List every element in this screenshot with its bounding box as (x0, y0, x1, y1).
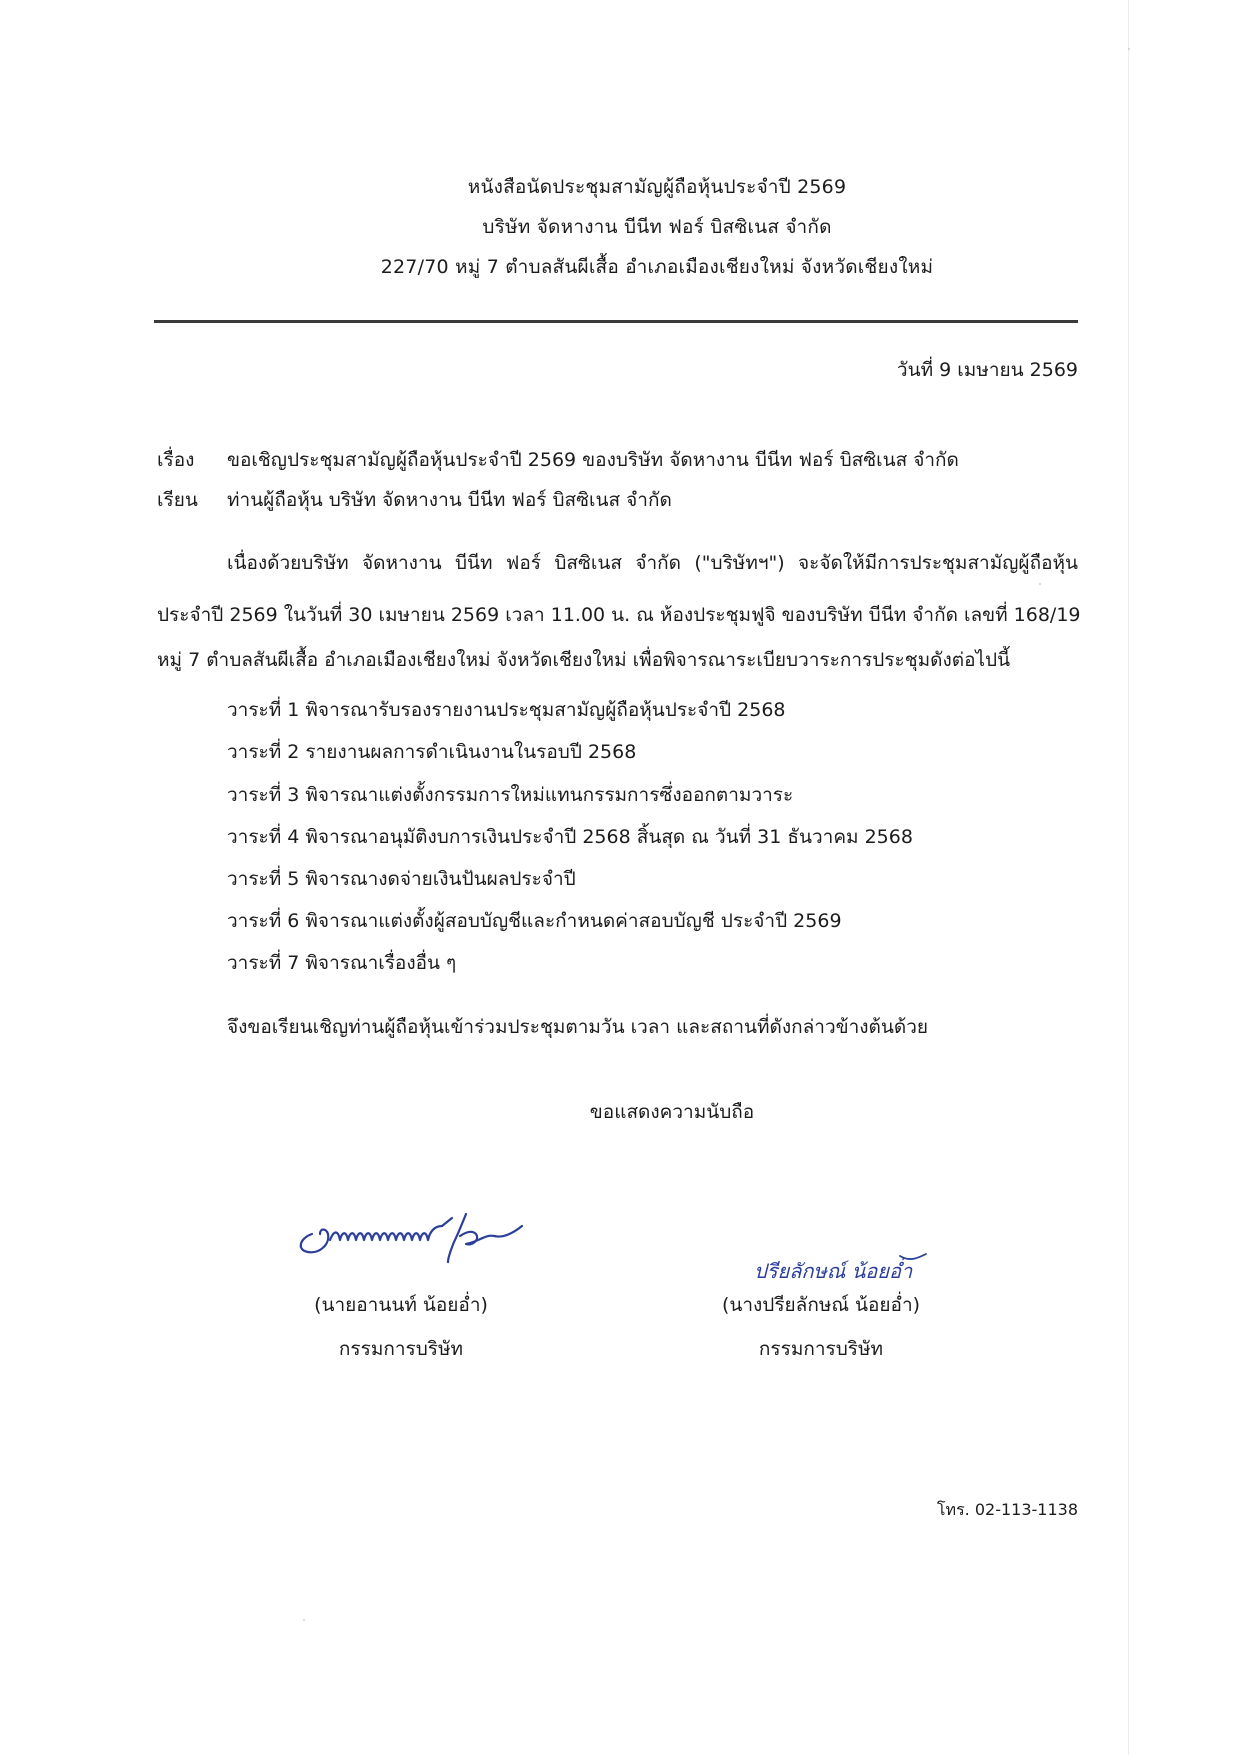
signatory-position: กรรมการบริษัท (758, 1338, 884, 1360)
company-name (0, 212, 1242, 242)
subject-text: ขอเชิญประชุมสามัญผู้ถือหุ้นประจำปี 2569 ของบริษัท จัดหางาน บีนีท ฟอร์ บิสซิเนส จำกัด (227, 449, 959, 471)
agenda-text: พิจารณารับรองรายงานประชุมสามัญผู้ถือหุ้นประจำปี 2568 (305, 699, 786, 721)
agenda-text: รายงานผลการดำเนินงานในรอบปี 2568 (305, 741, 637, 763)
agenda-item (227, 780, 793, 810)
recipient-text: ท่านผู้ถือหุ้น บริษัท จัดหางาน บีนีท ฟอร์ บิสซิเนส จำกัด (227, 489, 672, 511)
agenda-text: พิจารณาแต่งตั้งผู้สอบบัญชีและกำหนดค่าสอบบัญชี ประจำปี 2569 (305, 910, 842, 932)
agenda-text: พิจารณาเรื่องอื่น ๆ (305, 952, 457, 974)
agenda-label: วาระที่ 1 (227, 699, 300, 721)
closing-text: จึงขอเรียนเชิญท่านผู้ถือหุ้นเข้าร่วมประชุมตามวัน เวลา และสถานที่ดังกล่าวข้างต้นด้วย (227, 1016, 929, 1038)
signatory-name: (นางปรียลักษณ์ น้อยอ่ำ) (721, 1294, 921, 1316)
agenda-label: วาระที่ 3 (227, 784, 300, 806)
signatory-left (270, 1290, 532, 1364)
agenda-text: พิจารณางดจ่ายเงินปันผลประจำปี (305, 868, 576, 890)
agenda-label: วาระที่ 7 (227, 952, 300, 974)
subject-label: เรื่อง (157, 449, 195, 471)
agenda-label: วาระที่ 2 (227, 741, 300, 763)
body-line-2: ประจำปี 2569 ในวันที่ 30 เมษายน 2569 เวลา 11.00 น. ณ ห้องประชุมฟูจิ ของบริษัท บีนีท จำกัด เลขที่ 168/19 (157, 604, 1081, 626)
signatory-position: กรรมการบริษัท (338, 1338, 464, 1360)
agenda-label: วาระที่ 4 (227, 826, 300, 848)
agenda-item (227, 695, 786, 725)
signatory-right (690, 1290, 952, 1364)
agenda-label: วาระที่ 6 (227, 910, 300, 932)
agenda-text: พิจารณาอนุมัติงบการเงินประจำปี 2568 สิ้นสุด ณ วันที่ 31 ธันวาคม 2568 (305, 826, 913, 848)
regards (0, 1097, 1242, 1127)
subject-row (157, 445, 959, 475)
agenda-item (227, 864, 576, 894)
agenda-item (227, 737, 636, 767)
scan-speck (1128, 48, 1130, 50)
company-address-text: 227/70 หมู่ 7 ตำบลสันผีเสื้อ อำเภอเมืองเชียงใหม่ จังหวัดเชียงใหม่ (380, 256, 934, 278)
agenda-item (227, 906, 842, 936)
signature-right-ink: ปรียลักษณ์ น้อยอ่ำ (754, 1259, 913, 1283)
header-divider (154, 320, 1078, 323)
company-name-text: บริษัท จัดหางาน บีนีท ฟอร์ บิสซิเนส จำกัด (482, 216, 832, 238)
recipient-label: เรียน (157, 489, 198, 511)
agenda-text: พิจารณาแต่งตั้งกรรมการใหม่แทนกรรมการซึ่งออกตามวาระ (305, 784, 794, 806)
regards-text: ขอแสดงความนับถือ (589, 1101, 755, 1123)
agenda-item (227, 948, 456, 978)
signature-left (290, 1200, 560, 1270)
letter-title-text: หนังสือนัดประชุมสามัญผู้ถือหุ้นประจำปี 2569 (467, 176, 847, 198)
phone-number: โทร. 02-113-1138 (936, 1500, 1078, 1519)
signature-flourish (900, 1254, 926, 1259)
letter-date: วันที่ 9 เมษายน 2569 (896, 359, 1078, 381)
body-line-1: เนื่องด้วยบริษัท จัดหางาน บีนีท ฟอร์ บิสซิเนส จำกัด ("บริษัทฯ") จะจัดให้มีการประชุมสามัญผู้ถือหุ้น (227, 552, 1078, 574)
signature-right (750, 1248, 960, 1292)
recipient-row (157, 485, 672, 515)
signatory-name: (นายอานนท์ น้อยอ่ำ) (314, 1294, 488, 1316)
body-line-3: หมู่ 7 ตำบลสันผีเสื้อ อำเภอเมืองเชียงใหม่ จังหวัดเชียงใหม่ เพื่อพิจารณาระเบียบวาระการประชุมดังต่อไปนี้ (157, 649, 1011, 671)
scan-speck (1039, 583, 1041, 585)
agenda-item (227, 822, 913, 852)
scan-speck (303, 1619, 305, 1621)
agenda-label: วาระที่ 5 (227, 868, 300, 890)
company-address (0, 252, 1242, 282)
letter-title (0, 172, 1242, 202)
